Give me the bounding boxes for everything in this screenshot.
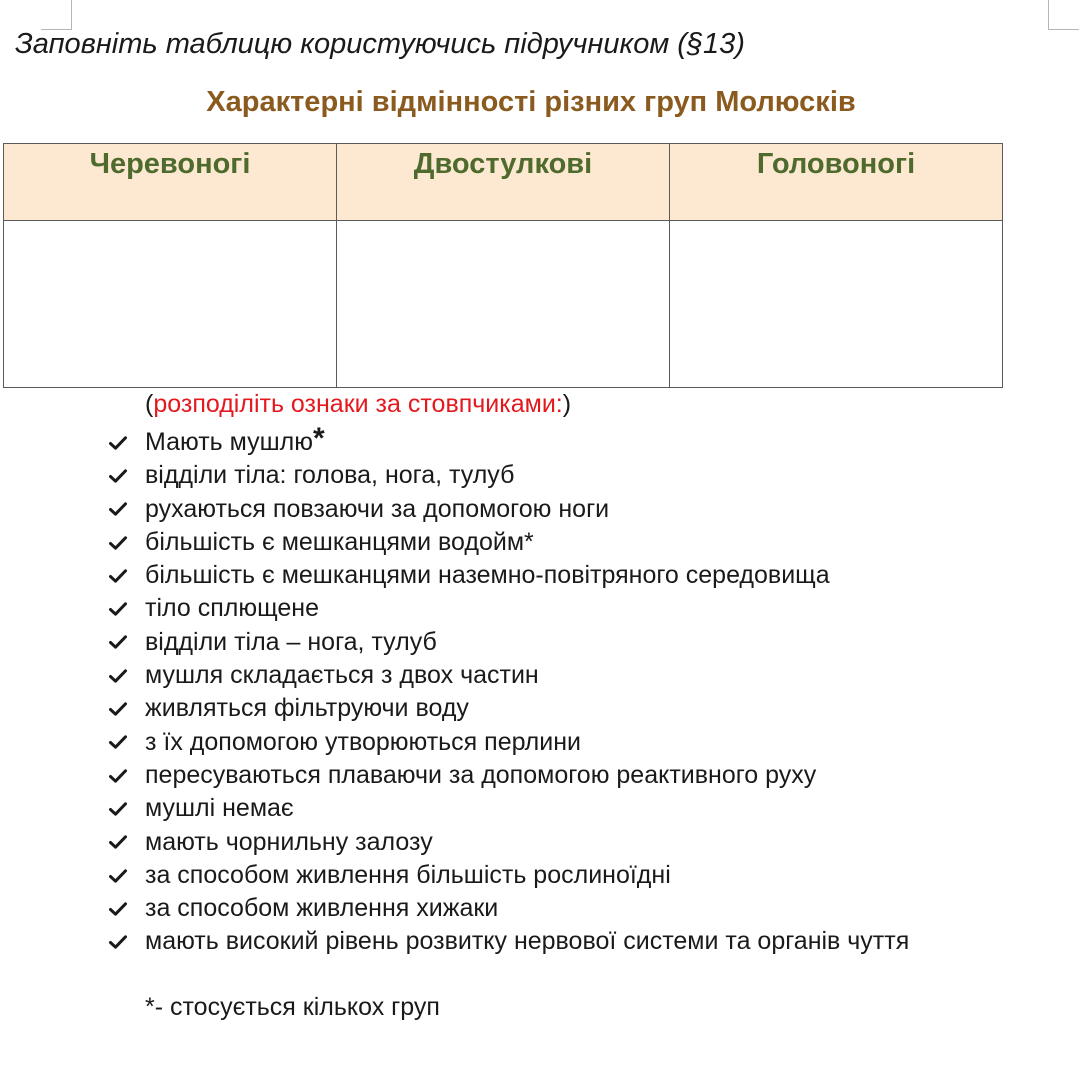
answer-cell-bivalves[interactable]	[337, 221, 670, 388]
checkmark-icon	[108, 468, 145, 484]
answer-cell-gastropods[interactable]	[4, 221, 337, 388]
trait-text: мушля складається з двох частин	[145, 661, 539, 690]
page-corner-mark-left	[41, 0, 72, 30]
checkmark-icon	[108, 801, 145, 817]
checkmark-icon	[108, 634, 145, 650]
trait-item	[108, 626, 1068, 659]
checkmark-icon	[108, 868, 145, 884]
checkmark-icon	[108, 435, 145, 451]
answer-cell-cephalopods[interactable]	[670, 221, 1003, 388]
table-header-row	[4, 144, 1003, 221]
trait-text: мають високий рівень розвитку нервової системи та органів чуття	[145, 927, 910, 956]
checkmark-icon	[108, 734, 145, 750]
checkmark-icon	[108, 568, 145, 584]
trait-item	[108, 892, 1068, 925]
hint-text: розподіліть ознаки за стовпчиками:	[153, 390, 563, 418]
header-bivalves: Двостулкові	[337, 144, 670, 221]
trait-item	[108, 859, 1068, 892]
trait-text: тіло сплющене	[145, 594, 319, 623]
header-cephalopods: Головоногі	[670, 144, 1003, 221]
header-gastropods: Черевоногі	[4, 144, 337, 221]
trait-text: рухаються повзаючи за допомогою ноги	[145, 494, 610, 523]
trait-item	[108, 659, 1068, 692]
page-corner-mark-right	[1048, 0, 1079, 30]
checkmark-icon	[108, 501, 145, 517]
trait-text: мають чорнильну залозу	[145, 827, 433, 856]
trait-text: більшість є мешканцями наземно-повітряного середовища	[145, 561, 830, 590]
footnote: *- стосується кількох груп	[145, 993, 440, 1021]
trait-item	[108, 493, 1068, 526]
trait-item	[108, 792, 1068, 825]
checkmark-icon	[108, 834, 145, 850]
trait-text: Мають мушлю	[145, 428, 313, 456]
checkmark-icon	[108, 934, 145, 950]
trait-item	[108, 925, 1068, 958]
trait-item	[108, 592, 1068, 625]
trait-footnote-mark: *	[313, 422, 325, 455]
checkmark-icon	[108, 701, 145, 717]
checkmark-icon	[108, 601, 145, 617]
trait-item	[108, 526, 1068, 559]
trait-text: за способом живлення більшість рослиноїдні	[145, 860, 671, 889]
table-answer-row	[4, 221, 1003, 388]
trait-item	[108, 459, 1068, 492]
trait-item	[108, 726, 1068, 759]
instruction-text: Заповніть таблицю користуючись підручником (§13)	[15, 28, 745, 60]
checkmark-icon	[108, 668, 145, 684]
trait-item	[108, 759, 1068, 792]
mollusk-groups-table	[3, 143, 1003, 388]
trait-text: більшість є мешканцями водойм*	[145, 527, 534, 556]
trait-text: мушлі немає	[145, 794, 294, 823]
checkmark-icon	[108, 901, 145, 917]
trait-text: пересуваються плаваючи за допомогою реактивного руху	[145, 760, 817, 789]
table-title: Характерні відмінності різних груп Молюсків	[206, 86, 856, 118]
trait-item	[108, 826, 1068, 859]
trait-item	[108, 692, 1068, 725]
trait-text: відділи тіла: голова, нога, тулуб	[145, 461, 515, 490]
trait-text: за способом живлення хижаки	[145, 894, 499, 923]
hint-close-paren: )	[562, 390, 572, 418]
distribution-hint	[145, 390, 571, 419]
checkmark-icon	[108, 768, 145, 784]
traits-list	[108, 422, 1068, 959]
checkmark-icon	[108, 535, 145, 551]
trait-text: з їх допомогою утворюються перлини	[145, 727, 581, 756]
trait-text: відділи тіла – нога, тулуб	[145, 627, 437, 656]
trait-text: живляться фільтруючи воду	[145, 694, 469, 723]
trait-item	[108, 559, 1068, 592]
hint-open-paren: (	[145, 390, 154, 418]
trait-item	[108, 422, 1068, 459]
